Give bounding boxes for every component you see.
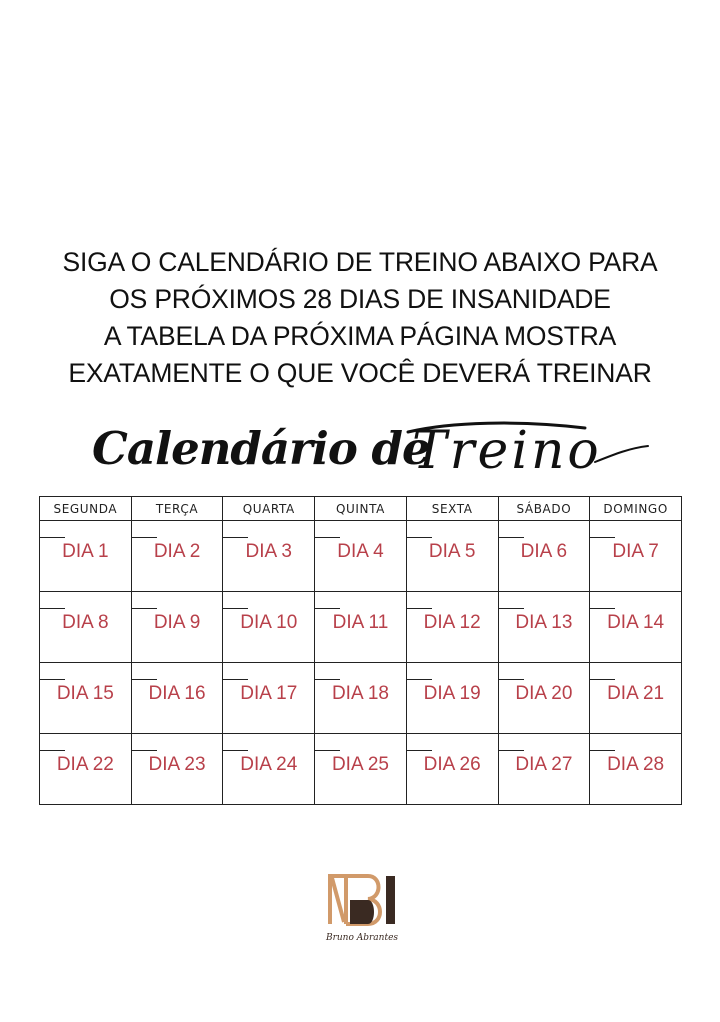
day-label: DIA 19 [423,683,481,704]
weekday-header-row [40,497,682,521]
day-cell [590,663,682,734]
logo-b-dark-fill [350,900,374,924]
date-line [407,537,432,538]
day-cell [223,663,315,734]
day-label: DIA 15 [56,683,114,704]
day-cell [406,521,498,592]
day-cell [223,734,315,805]
day-cell [498,663,590,734]
day-cell [40,521,132,592]
logo-i-bar [386,876,395,924]
date-line [40,608,65,609]
calendar-title-part2: Treino [412,421,602,481]
date-line [40,679,65,680]
intro-line-2: OS PRÓXIMOS 28 DIAS DE INSANIDADE [109,284,611,314]
calendar-title-part1: Calendário de [92,422,430,475]
date-line [223,608,248,609]
day-label: DIA 23 [148,754,206,775]
intro-line-3: A TABELA DA PRÓXIMA PÁGINA MOSTRA [103,321,617,351]
weekday-header: SÁBADO [498,497,590,521]
title-tail-flourish [595,446,648,462]
day-label: DIA 25 [331,754,389,775]
day-cell [315,521,407,592]
day-label: DIA 2 [153,541,201,562]
day-cell [223,592,315,663]
day-label: DIA 21 [607,683,665,704]
day-label: DIA 17 [240,683,298,704]
date-line [40,750,65,751]
intro-text [0,244,720,392]
day-cell [590,592,682,663]
date-line [499,608,524,609]
date-line [407,679,432,680]
day-cell [131,521,223,592]
date-line [132,608,157,609]
date-line [590,608,615,609]
date-line [315,679,340,680]
date-line [223,679,248,680]
day-label: DIA 6 [520,541,568,562]
day-cell [406,734,498,805]
date-line [132,750,157,751]
day-label: DIA 22 [56,754,114,775]
day-label: DIA 10 [240,612,298,633]
day-cell [590,521,682,592]
date-line [223,537,248,538]
day-cell [590,734,682,805]
date-line [499,750,524,751]
day-cell [40,734,132,805]
day-cell [131,663,223,734]
day-cell [223,521,315,592]
date-line [315,750,340,751]
date-line [590,537,615,538]
day-label: DIA 14 [607,612,665,633]
day-label: DIA 8 [62,612,109,633]
date-line [132,679,157,680]
logo-signature: Bruno Abrantes [325,933,399,943]
day-cell [315,734,407,805]
date-line [590,679,615,680]
day-label: DIA 1 [62,541,109,562]
week-row [40,734,682,805]
day-cell [131,592,223,663]
date-line [499,679,524,680]
week-row [40,521,682,592]
day-cell [498,521,590,592]
date-line [315,537,340,538]
weekday-header: TERÇA [131,497,223,521]
day-label: DIA 4 [337,541,384,562]
date-line [407,608,432,609]
weekday-header: DOMINGO [590,497,682,521]
weekday-header: QUARTA [223,497,315,521]
day-label: DIA 28 [607,754,665,775]
training-calendar-table [39,496,682,805]
weekday-header: QUINTA [315,497,407,521]
day-cell [406,592,498,663]
date-line [315,608,340,609]
logo-n-diagonal [332,878,344,922]
week-row [40,663,682,734]
date-line [590,750,615,751]
day-cell [131,734,223,805]
day-label: DIA 18 [331,683,389,704]
day-label: DIA 9 [153,612,201,633]
weekday-header: SEXTA [406,497,498,521]
date-line [499,537,524,538]
date-line [40,537,65,538]
date-line [223,750,248,751]
day-label: DIA 16 [148,683,206,704]
week-row [40,592,682,663]
weekday-header: SEGUNDA [40,497,132,521]
date-line [407,750,432,751]
brand-logo [302,862,422,948]
day-cell [498,734,590,805]
day-label: DIA 7 [612,541,659,562]
day-cell [498,592,590,663]
day-cell [315,592,407,663]
calendar-title [0,402,720,492]
intro-line-1: SIGA O CALENDÁRIO DE TREINO ABAIXO PARA [62,247,658,277]
day-label: DIA 27 [515,754,573,775]
day-label: DIA 26 [423,754,481,775]
day-cell [40,663,132,734]
day-cell [406,663,498,734]
day-label: DIA 24 [240,754,298,775]
day-label: DIA 20 [515,683,573,704]
intro-line-4: EXATAMENTE O QUE VOCÊ DEVERÁ TREINAR [68,358,652,388]
day-label: DIA 3 [245,541,292,562]
day-cell [40,592,132,663]
day-label: DIA 5 [428,541,476,562]
day-label: DIA 13 [515,612,573,633]
day-cell [315,663,407,734]
day-label: DIA 11 [332,612,389,633]
day-label: DIA 12 [423,612,481,633]
date-line [132,537,157,538]
